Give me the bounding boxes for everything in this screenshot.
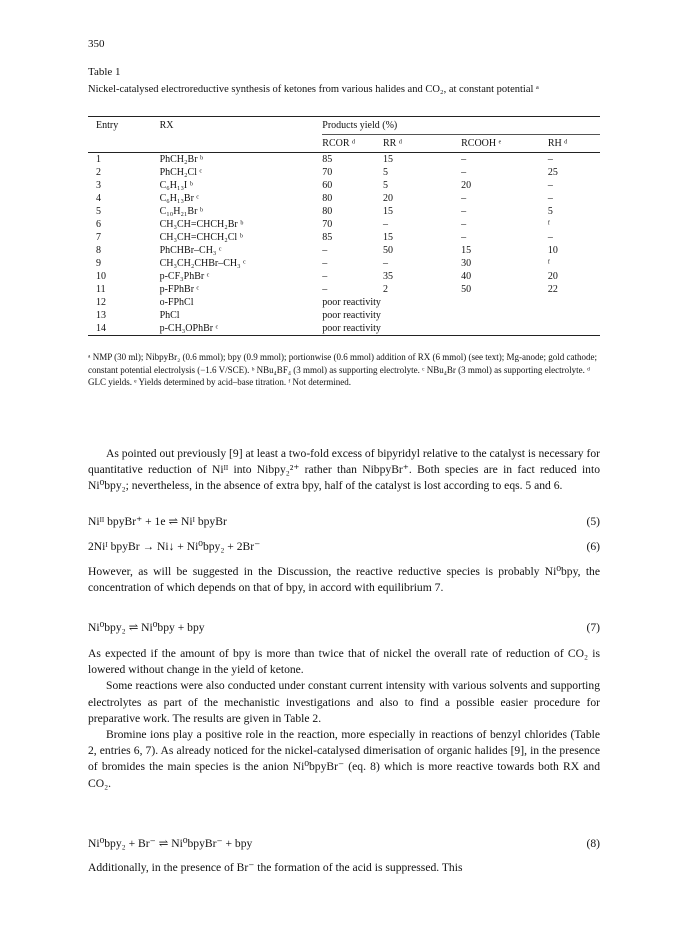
paragraph-3b: Some reactions were also conducted under constant current intensity with various solvents and supporting electrolytes as part of the mechanistic investigations and also to find a possible easier procedure for preparative work. The results are given in Table 2.: [88, 679, 600, 725]
cell-entry: 3: [96, 180, 101, 191]
equation-6-text: 2Niᴵ bpyBr → Ni↓ + Ni⁰bpy₂ + 2Br⁻: [88, 540, 261, 553]
products-header: Products yield (%): [322, 120, 398, 131]
cell-rx: p-FPhBr ᶜ: [159, 284, 200, 295]
cell-rcor: –: [322, 284, 328, 295]
equation-5: [88, 514, 600, 530]
cell-rx: CH₃CH=CHCH₂Cl ᵇ: [159, 232, 243, 243]
cell-entry: 13: [96, 310, 106, 321]
cell-rx: PhCl: [159, 310, 180, 321]
paragraph-3c: Bromine ions play a positive role in the reaction, more especially in reactions of benzyl chlorides (Table 2, entries 6, 7). As already noticed for the nickel-catalysed dimerisation of organic halides [9], in the presence of bromides the main species is the anion Ni⁰bpyBr⁻ (eq. 8) which is more reactive towards both RX and CO₂.: [88, 728, 600, 790]
cell-entry: 7: [96, 232, 101, 243]
cell-rh: 10: [547, 245, 558, 256]
table-row: [88, 231, 600, 244]
cell-rcor: 70: [322, 167, 333, 178]
cell-entry: 4: [96, 193, 101, 204]
col-rr-header: RR ᵈ: [383, 135, 461, 153]
cell-rx: CH₃CH=CHCH₂Br ᵇ: [159, 219, 244, 230]
table-caption: Nickel-catalysed electroreductive synthesis of ketones from various halides and CO₂, at constant potential ᵃ: [88, 84, 539, 95]
cell-rx: PhCHBr–CH₃ ᶜ: [159, 245, 222, 256]
cell-rr: 15: [383, 206, 394, 217]
cell-rr: –: [383, 258, 389, 269]
cell-rr: 35: [383, 271, 394, 282]
cell-rcooh: –: [461, 232, 467, 243]
cell-rx: p-CH₃OPhBr ᶜ: [159, 323, 219, 334]
equation-8-text: Ni⁰bpy₂ + Br⁻ ⇌ Ni⁰bpyBr⁻ + bpy: [88, 837, 253, 850]
equation-5-number: (5): [586, 515, 600, 528]
table-row: [88, 296, 600, 309]
table-footnote: ᵃ NMP (30 ml); NibpyBr₂ (0.6 mmol); bpy (0.9 mmol); portionwise (0.6 mmol) addition of RX (6 mmol) (see text); Mg-anode; gold cathode; constant potential electrolysis (−1.6 V/SCE). ᵇ NBu₄BF₄ (3 mmol) as supporting electrolyte. ᶜ NBu₄Br (3 mmol) as supporting electrolyte. ᵈ GLC yields. ᵉ Yields determined by acid–base titration. ᶠ Not determined.: [88, 352, 597, 387]
cell-rx: C₆H₁₃I ᵇ: [159, 180, 193, 191]
cell-rr: 5: [383, 167, 389, 178]
cell-rcooh: –: [461, 154, 467, 165]
cell-rcor: 80: [322, 193, 333, 204]
table-row: [88, 309, 600, 322]
cell-rcor: poor reactivity: [322, 297, 381, 308]
cell-rr: 15: [383, 232, 394, 243]
results-table: [88, 116, 600, 336]
cell-entry: 10: [96, 271, 106, 282]
table-row: [88, 218, 600, 231]
page-number: 350: [88, 38, 105, 50]
table-row: [88, 322, 600, 336]
cell-rh: –: [547, 180, 553, 191]
cell-rr: 20: [383, 193, 394, 204]
table-row: [88, 153, 600, 167]
cell-entry: 2: [96, 167, 101, 178]
cell-rh: –: [547, 232, 553, 243]
cell-rr: 5: [383, 180, 389, 191]
cell-rh: –: [547, 193, 553, 204]
cell-rh: 5: [547, 206, 553, 217]
cell-entry: 1: [96, 154, 101, 165]
cell-rcor: 70: [322, 219, 333, 230]
cell-entry: 8: [96, 245, 101, 256]
equation-6-number: (6): [586, 540, 600, 553]
equation-8: [88, 836, 600, 852]
cell-rh: ᶠ: [547, 219, 550, 230]
table-row: [88, 270, 600, 283]
cell-rcooh: 20: [461, 180, 472, 191]
cell-rx: o-FPhCl: [159, 297, 194, 308]
cell-rr: –: [383, 219, 389, 230]
paragraph-4: Additionally, in the presence of Br⁻ the formation of the acid is suppressed. This: [88, 861, 463, 874]
equation-7-text: Ni⁰bpy₂ ⇌ Ni⁰bpy + bpy: [88, 621, 205, 634]
cell-rx: PhCH₂Br ᵇ: [159, 154, 204, 165]
cell-rcooh: 30: [461, 258, 472, 269]
paragraph-3a: As expected if the amount of bpy is more than twice that of nickel the overall rate of reduction of CO₂ is lowered without change in the yield of ketone.: [88, 647, 600, 677]
cell-rcooh: 15: [461, 245, 472, 256]
equation-8-number: (8): [586, 837, 600, 850]
table-row: [88, 179, 600, 192]
cell-rcor: –: [322, 245, 328, 256]
equation-6: [88, 539, 600, 555]
table-row: [88, 244, 600, 257]
cell-entry: 5: [96, 206, 101, 217]
cell-rcooh: 50: [461, 284, 472, 295]
cell-rcooh: –: [461, 193, 467, 204]
paragraph-3: [88, 646, 600, 792]
cell-rcor: 60: [322, 180, 333, 191]
cell-rx: PhCH₂Cl ᶜ: [159, 167, 203, 178]
cell-entry: 14: [96, 323, 106, 334]
cell-rh: ᶠ: [547, 258, 550, 269]
cell-rcooh: –: [461, 206, 467, 217]
cell-rx: p-CF₃PhBr ᶜ: [159, 271, 210, 282]
equation-7-number: (7): [586, 621, 600, 634]
table-row: [88, 205, 600, 218]
cell-entry: 9: [96, 258, 101, 269]
col-rcor-header: RCOR ᵈ: [322, 135, 383, 153]
cell-rcor: 85: [322, 154, 333, 165]
col-rcooh-header: RCOOH ᵉ: [461, 135, 548, 153]
cell-rcor: poor reactivity: [322, 310, 381, 321]
cell-rcor: –: [322, 258, 328, 269]
cell-rcor: 80: [322, 206, 333, 217]
cell-rx: CH₃CH₂CHBr–CH₃ ᶜ: [159, 258, 246, 269]
paragraph-2: However, as will be suggested in the Discussion, the reactive reductive species is probably Ni⁰bpy, the concentration of which depends on that of bpy, in accord with equilibrium 7.: [88, 565, 600, 595]
cell-rh: –: [547, 154, 553, 165]
equation-5-text: Niᴵᴵ bpyBr⁺ + 1e ⇌ Niᴵ bpyBr: [88, 515, 227, 528]
cell-entry: 12: [96, 297, 106, 308]
table-row: [88, 166, 600, 179]
cell-rcor: poor reactivity: [322, 323, 381, 334]
cell-rh: 22: [547, 284, 558, 295]
cell-entry: 6: [96, 219, 101, 230]
cell-rx: C₁₀H₂₁Br ᵇ: [159, 206, 204, 217]
cell-rh: 25: [547, 167, 558, 178]
col-rh-header: RH ᵈ: [548, 135, 600, 153]
cell-rcor: –: [322, 271, 328, 282]
cell-rcor: 85: [322, 232, 333, 243]
equation-7: [88, 620, 600, 636]
table-row: [88, 283, 600, 296]
cell-rr: 15: [383, 154, 394, 165]
table-row: [88, 257, 600, 270]
cell-rcooh: –: [461, 219, 467, 230]
paragraph-1: As pointed out previously [9] at least a two-fold excess of bipyridyl relative to the catalyst is necessary for quantitative reduction of Niᴵᴵ into Nibpy₂²⁺ rather than NibpyBr⁺. Both species are in fact reduced into Ni⁰bpy₂; nevertheless, in the absence of extra bpy, half of the catalyst is lost according to eqs. 5 and 6.: [88, 447, 600, 493]
cell-rx: C₆H₁₃Br ᶜ: [159, 193, 199, 204]
table-label: Table 1: [88, 66, 121, 78]
cell-rr: 50: [383, 245, 394, 256]
cell-rcooh: –: [461, 167, 467, 178]
table-row: [88, 192, 600, 205]
col-entry-header: Entry: [96, 120, 119, 132]
col-rx-header: RX: [159, 120, 174, 132]
cell-rcooh: 40: [461, 271, 472, 282]
cell-rh: 20: [547, 271, 558, 282]
cell-rr: 2: [383, 284, 389, 295]
cell-entry: 11: [96, 284, 106, 295]
